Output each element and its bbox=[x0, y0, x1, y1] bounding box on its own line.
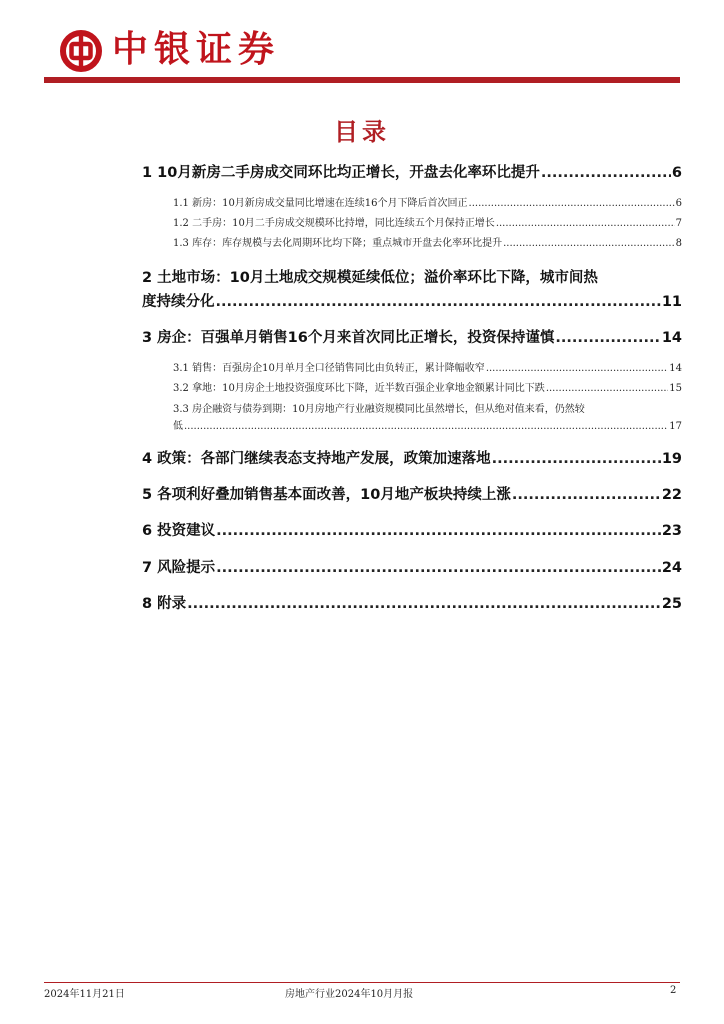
toc-entry-label: 4 政策：各部门继续表态支持地产发展，政策加速落地 bbox=[142, 451, 491, 467]
toc-entry-page: 23 bbox=[661, 523, 682, 539]
footer-divider bbox=[44, 982, 680, 983]
toc-entry-label-continued: 度持续分化 bbox=[142, 294, 215, 310]
toc-leader-dots bbox=[555, 327, 660, 349]
toc-entry-label: 8 附录 bbox=[142, 596, 187, 612]
footer-page-number: 2 bbox=[670, 985, 677, 996]
toc-leader-dots bbox=[187, 593, 661, 615]
toc-entry-label: 6 投资建议 bbox=[142, 523, 216, 539]
toc-entry-label: 2 土地市场：10月土地成交规模延续低位；溢价率环比下降，城市间热 bbox=[142, 270, 598, 286]
toc-entry-page: 14 bbox=[669, 363, 682, 374]
toc-entry-label: 1.2 二手房：10月二手房成交规模环比持增，同比连续五个月保持正增长 bbox=[173, 218, 495, 229]
bank-of-china-logo-icon bbox=[60, 30, 102, 72]
page-header bbox=[0, 0, 724, 86]
toc-leader-dots bbox=[216, 520, 661, 542]
toc-entry-label: 1 10月新房二手房成交同环比均正增长，开盘去化率环比提升 bbox=[142, 165, 540, 181]
toc-entry-section-3[interactable] bbox=[142, 327, 682, 349]
toc-entry-page: 25 bbox=[661, 596, 682, 612]
toc-entry-label-continued: 低 bbox=[173, 421, 183, 432]
toc-leader-dots bbox=[512, 484, 661, 506]
toc-entry-page: 6 bbox=[671, 165, 682, 181]
toc-entry-page: 6 bbox=[675, 198, 682, 209]
toc-leader-dots bbox=[503, 237, 675, 251]
toc-entry-section-5[interactable] bbox=[142, 484, 682, 506]
toc-entry-section-3-1[interactable] bbox=[173, 362, 682, 376]
footer-date: 2024年11月21日 bbox=[44, 989, 125, 1000]
toc-entry-page: 11 bbox=[661, 294, 682, 310]
toc-leader-dots bbox=[486, 362, 668, 376]
toc-entry-page: 8 bbox=[675, 238, 682, 249]
toc-entry-label: 1.1 新房：10月新房成交量同比增速在连续16个月下降后首次回正 bbox=[173, 198, 468, 209]
toc-entry-label: 1.3 库存：库存规模与去化周期环比均下降；重点城市开盘去化率环比提升 bbox=[173, 238, 503, 249]
toc-entry-section-1-2[interactable] bbox=[173, 217, 682, 231]
toc-leader-dots bbox=[496, 217, 675, 231]
toc-entry-page: 14 bbox=[661, 330, 682, 346]
toc-entry-section-1-3[interactable] bbox=[173, 237, 682, 251]
toc-entry-label: 3.1 销售：百强房企10月单月全口径销售同比由负转正，累计降幅收窄 bbox=[173, 363, 485, 374]
toc-entry-section-2[interactable] bbox=[142, 266, 682, 314]
toc-entry-section-1[interactable] bbox=[142, 162, 682, 184]
toc-entry-line2 bbox=[173, 418, 682, 435]
brand-name: 中银证券 bbox=[112, 29, 281, 70]
toc-leader-dots bbox=[546, 382, 668, 396]
toc-entry-section-8[interactable] bbox=[142, 593, 682, 615]
toc-entry-section-6[interactable] bbox=[142, 520, 682, 542]
header-divider bbox=[44, 77, 680, 83]
toc-leader-dots bbox=[216, 557, 661, 579]
toc-entry-page: 22 bbox=[661, 487, 682, 503]
toc-entry-page: 15 bbox=[669, 383, 682, 394]
footer-report-name: 房地产行业2024年10月月报 bbox=[285, 989, 414, 1000]
toc-entry-section-3-2[interactable] bbox=[173, 382, 682, 396]
toc-entry-label: 7 风险提示 bbox=[142, 560, 216, 576]
toc-title: 目录 bbox=[334, 118, 390, 146]
toc-entry-line2 bbox=[142, 290, 682, 314]
toc-entry-label: 3.3 房企融资与债券到期：10月房地产行业融资规模同比虽然增长，但从绝对值来看，仍然较 bbox=[173, 404, 585, 415]
toc-entry-label: 5 各项利好叠加销售基本面改善，10月地产板块持续上涨 bbox=[142, 487, 511, 503]
toc-entry-section-7[interactable] bbox=[142, 557, 682, 579]
toc-entry-page: 17 bbox=[669, 421, 682, 432]
toc-entry-section-1-1[interactable] bbox=[173, 197, 682, 211]
toc-entry-page: 24 bbox=[661, 560, 682, 576]
toc-leader-dots bbox=[469, 197, 675, 211]
toc-entry-label: 3.2 拿地：10月房企土地投资强度环比下降，近半数百强企业拿地金额累计同比下跌 bbox=[173, 383, 545, 394]
toc-leader-dots bbox=[492, 448, 661, 470]
toc-entry-label: 3 房企：百强单月销售16个月来首次同比正增长，投资保持谨慎 bbox=[142, 330, 555, 346]
toc-leader-dots bbox=[216, 290, 661, 314]
toc-leader-dots bbox=[541, 162, 671, 184]
toc-leader-dots bbox=[184, 418, 668, 435]
toc-entry-page: 19 bbox=[661, 451, 682, 467]
toc-entry-section-4[interactable] bbox=[142, 448, 682, 470]
toc-entry-page: 7 bbox=[675, 218, 682, 229]
toc-entry-section-3-3[interactable] bbox=[173, 401, 682, 435]
